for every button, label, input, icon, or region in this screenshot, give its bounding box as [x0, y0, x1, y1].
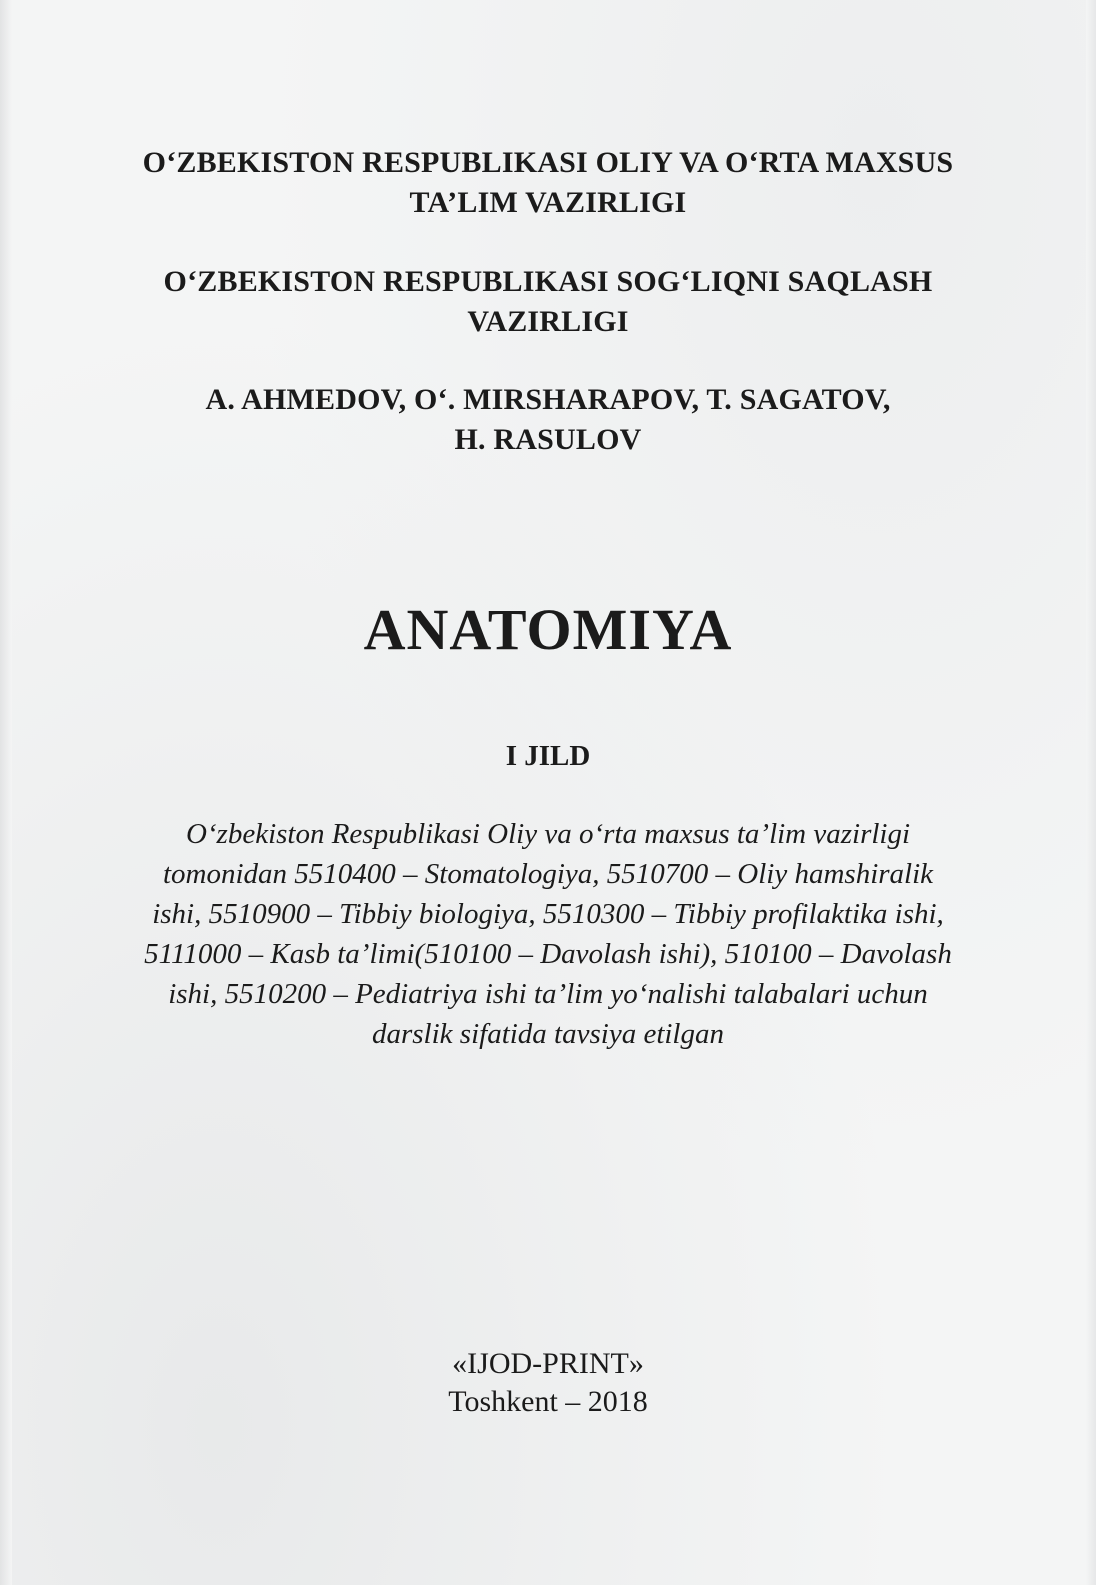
ministry-health-heading [0, 262, 1096, 342]
authors-line-1: A. AHMEDOV, O‘. MIRSHARAPOV, T. SAGATOV, [205, 383, 891, 416]
ministry-education-line-1: O‘ZBEKISTON RESPUBLIKASI OLIY VA O‘RTA MAXSUS [142, 146, 954, 179]
ministry-health-line-1: O‘ZBEKISTON RESPUBLIKASI SOG‘LIQNI SAQLASH [163, 265, 933, 298]
publisher-city-year: Toshkent – 2018 [448, 1385, 648, 1418]
recommendation-text [0, 814, 1096, 1054]
ministry-education-line-2: TA’LIM VAZIRLIGI [409, 186, 687, 219]
ministry-health-line-2: VAZIRLIGI [467, 305, 629, 338]
publisher-block [0, 1345, 1096, 1421]
publisher-name: «IJOD-PRINT» [452, 1347, 644, 1380]
ministry-education-heading [0, 143, 1096, 223]
book-title: ANATOMIYA [363, 597, 733, 662]
recommendation-line-6: darslik sifatida tavsiya etilgan [371, 1018, 724, 1050]
volume-label: I JILD [505, 740, 591, 772]
recommendation-line-5: ishi, 5510200 – Pediatriya ishi ta’lim yo‘nalishi talabalari uchun [168, 978, 928, 1010]
recommendation-line-3: ishi, 5510900 – Tibbiy biologiya, 5510300 – Tibbiy profilaktika ishi, [152, 898, 944, 930]
recommendation-line-2: tomonidan 5510400 – Stomatologiya, 5510700 – Oliy hamshiralik [162, 858, 934, 890]
recommendation-line-4: 5111000 – Kasb ta’limi(510100 – Davolash ishi), 510100 – Davolash [144, 938, 952, 970]
authors-line-2: H. RASULOV [454, 423, 642, 456]
recommendation-line-1: O‘zbekiston Respublikasi Oliy va o‘rta maxsus ta’lim vazirligi [185, 818, 911, 850]
authors [0, 380, 1096, 460]
